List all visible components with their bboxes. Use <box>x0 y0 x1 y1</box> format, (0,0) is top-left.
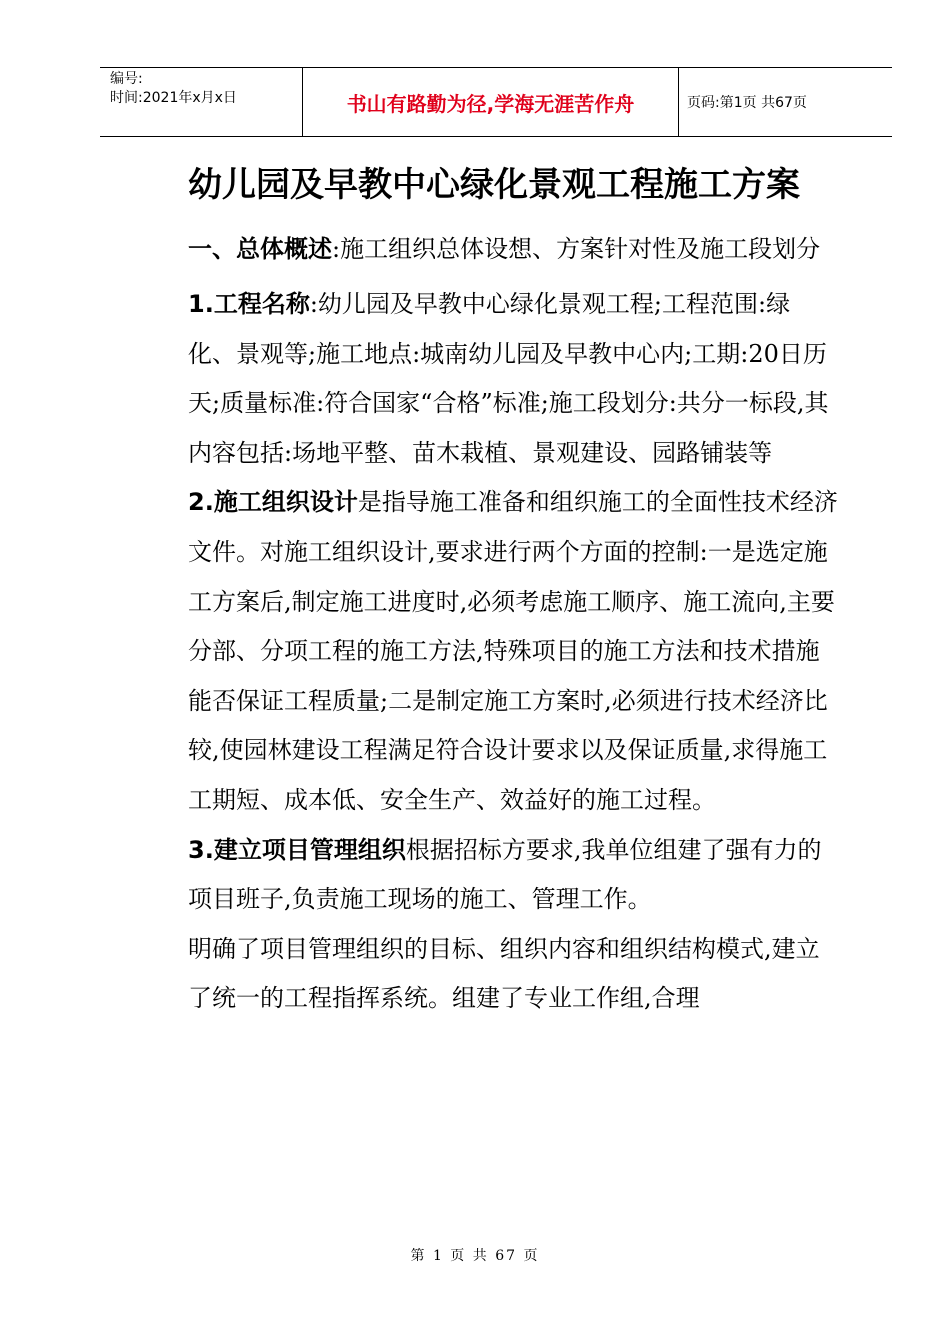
paragraph-3-label: 3.建立项目管理组织 <box>188 835 406 864</box>
section-1-text: :施工组织总体设想、方案针对性及施工段划分 <box>332 235 821 263</box>
header-meta <box>100 68 302 136</box>
paragraph-3-text: 根据招标方要求,我单位组建了强有力的项目班子,负责施工现场的施工、管理工作。 <box>188 835 822 914</box>
page-header <box>100 67 892 137</box>
paragraph-2-text: 是指导施工准备和组织施工的全面性技术经济文件。对施工组织设计,要求进行两个方面的控制:一是选定施工方案后,制定施工进度时,必须考虑施工顺序、施工流向,主要分部、分项工程的施工方法,特殊项目的施工方法和技术措施能否保证工程质量;二是制定施工方案时,必须进行技术经济比较,使园林建设工程满足符合设计要求以及保证质量,求得施工工期短、成本低、安全生产、效益好的施工过程。 <box>188 488 838 814</box>
paragraph-1 <box>188 280 838 478</box>
section-1 <box>188 224 838 274</box>
time-label: 时间:2021年x月x日 <box>110 90 237 106</box>
paragraph-1-label: 1.工程名称 <box>188 290 310 318</box>
header-page-info: 页码:第1页 共67页 <box>687 95 807 111</box>
section-1-heading: 一、总体概述 <box>188 235 332 263</box>
document-title: 幼儿园及早教中心绿化景观工程施工方案 <box>188 165 800 205</box>
paragraph-3 <box>188 826 838 925</box>
paragraph-4: 明确了项目管理组织的目标、组织内容和组织结构模式,建立了统一的工程指挥系统。组建了专业工作组,合理 <box>188 934 820 1013</box>
paragraph-2 <box>188 478 838 825</box>
number-label: 编号: <box>110 71 143 87</box>
paragraph-1-text: :幼儿园及早教中心绿化景观工程;工程范围:绿化、景观等;施工地点:城南幼儿园及早教中心内;工期:20日历天;质量标准:符合国家“合格”标准;施工段划分:共分一标段,其内容包括:场地平整、苗木栽植、景观建设、园路铺装等 <box>188 290 829 467</box>
paragraph-2-label: 2.施工组织设计 <box>188 488 358 517</box>
header-motto: 书山有路勤为径,学海无涯苦作舟 <box>302 68 679 136</box>
page-footer: 第 1 页 共 67 页 <box>410 1248 540 1264</box>
document-body <box>188 160 838 1024</box>
